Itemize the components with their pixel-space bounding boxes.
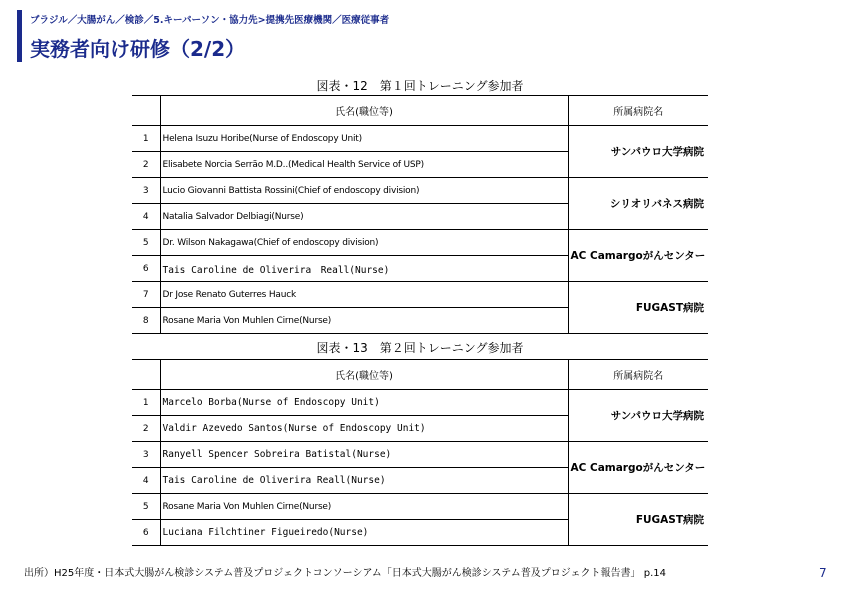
table1-caption: 図表・12 第１回トレーニング参加者 (316, 79, 524, 93)
hospital-name: FUGAST病院 (568, 282, 708, 334)
row-number: 7 (132, 282, 160, 308)
participant-name: Ranyell Spencer Sobreira Batistal(Nurse) (160, 442, 568, 468)
table-header-row (132, 360, 708, 390)
table-row (132, 178, 708, 204)
row-number: 2 (132, 416, 160, 442)
row-number: 4 (132, 204, 160, 230)
row-number: 3 (132, 442, 160, 468)
hospital-name: AC Camargoがんセンター (568, 442, 708, 494)
hospital-name: AC Camargoがんセンター (568, 230, 708, 282)
number-header (132, 96, 160, 126)
row-number: 1 (132, 390, 160, 416)
row-number: 3 (132, 178, 160, 204)
page-number: 7 (819, 566, 827, 580)
participant-name: Helena Isuzu Horibe(Nurse of Endoscopy Unit) (160, 126, 568, 152)
participant-name: Natalia Salvador Delbiagi(Nurse) (160, 204, 568, 230)
participant-name: Tais Caroline de Oliverira Reall(Nurse) (160, 468, 568, 494)
hospital-column-header: 所属病院名 (568, 360, 708, 390)
row-number: 4 (132, 468, 160, 494)
row-number: 1 (132, 126, 160, 152)
row-number: 8 (132, 308, 160, 334)
participant-name: Tais Caroline de Oliverira Reall(Nurse) (160, 256, 568, 282)
training1-participants-table (132, 95, 708, 334)
number-header (132, 360, 160, 390)
table-row (132, 230, 708, 256)
name-column-header: 氏名(職位等) (160, 96, 568, 126)
hospital-column-header: 所属病院名 (568, 96, 708, 126)
source-citation: 出所）H25年度・日本式大腸がん検診システム普及プロジェクトコンソーシアム「日本式大腸がん検診システム普及プロジェクト報告書」 p.14 (24, 568, 666, 579)
row-number: 6 (132, 256, 160, 282)
row-number: 5 (132, 494, 160, 520)
participant-name: Dr. Wilson Nakagawa(Chief of endoscopy division) (160, 230, 568, 256)
page-title: 実務者向け研修（2/2） (30, 37, 246, 61)
breadcrumb: ブラジル／大腸がん／検診／5.キーパーソン・協力先>提携先医療機関／医療従事者 (30, 15, 390, 26)
row-number: 5 (132, 230, 160, 256)
participant-name: Marcelo Borba(Nurse of Endoscopy Unit) (160, 390, 568, 416)
name-column-header: 氏名(職位等) (160, 360, 568, 390)
training2-participants-table (132, 359, 708, 546)
row-number: 2 (132, 152, 160, 178)
table2-caption: 図表・13 第２回トレーニング参加者 (316, 341, 524, 355)
title-accent-bar (17, 10, 22, 62)
hospital-name: サンパウロ大学病院 (568, 126, 708, 178)
table-row (132, 390, 708, 416)
row-number: 6 (132, 520, 160, 546)
hospital-name: FUGAST病院 (568, 494, 708, 546)
participant-name: Rosane Maria Von Muhlen Cirne(Nurse) (160, 308, 568, 334)
participant-name: Valdir Azevedo Santos(Nurse of Endoscopy Unit) (160, 416, 568, 442)
hospital-name: シリオリバネス病院 (568, 178, 708, 230)
table-row (132, 442, 708, 468)
participant-name: Lucio Giovanni Battista Rossini(Chief of endoscopy division) (160, 178, 568, 204)
participant-name: Luciana Filchtiner Figueiredo(Nurse) (160, 520, 568, 546)
table-row (132, 494, 708, 520)
participant-name: Elisabete Norcia Serrão M.D..(Medical Health Service of USP) (160, 152, 568, 178)
participant-name: Dr Jose Renato Guterres Hauck (160, 282, 568, 308)
participant-name: Rosane Maria Von Muhlen Cirne(Nurse) (160, 494, 568, 520)
hospital-name: サンパウロ大学病院 (568, 390, 708, 442)
table-row (132, 282, 708, 308)
table-header-row (132, 96, 708, 126)
table-row (132, 126, 708, 152)
